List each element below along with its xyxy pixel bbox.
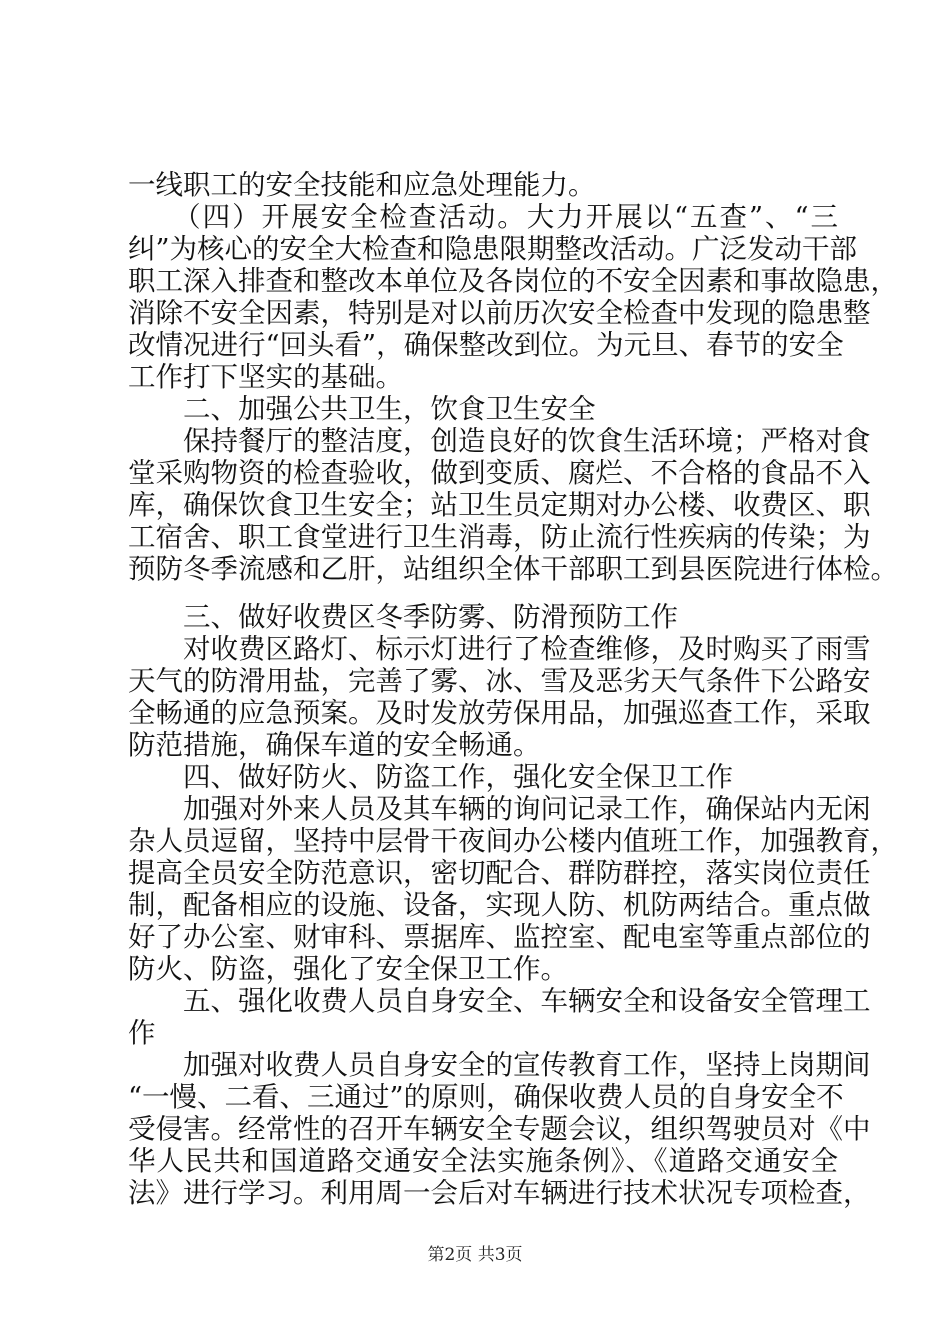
section-heading: 二、加强公共卫生，饮食卫生安全 [128, 393, 596, 425]
body-text-line: 对收费区路灯、标示灯进行了检查维修，及时购买了雨雪 [128, 633, 871, 665]
section-heading: 五、强化收费人员自身安全、车辆安全和设备安全管理工 [128, 985, 871, 1017]
page-footer: 第2页 共3页 [427, 1245, 523, 1265]
body-text-line: 天气的防滑用盐，完善了雾、冰、雪及恶劣天气条件下公路安 [128, 665, 871, 697]
body-text-line: 保持餐厅的整洁度，创造良好的饮食生活环境；严格对食 [128, 425, 871, 457]
body-text-line: 工作打下坚实的基础。 [128, 361, 403, 393]
section-heading: 四、做好防火、防盗工作，强化安全保卫工作 [128, 761, 733, 793]
body-text-line: 防火、防盗，强化了安全保卫工作。 [128, 953, 568, 985]
body-text-line: 加强对收费人员自身安全的宣传教育工作，坚持上岗期间 [128, 1049, 871, 1081]
body-text-line: 改情况进行“回头看”，确保整改到位。为元旦、春节的安全 [128, 329, 844, 361]
body-text-line: 好了办公室、财审科、票据库、监控室、配电室等重点部位的 [128, 921, 871, 953]
body-text-line: （四）开展安全检查活动。大力开展以“五查”、“三 [128, 201, 838, 233]
body-text-line: 纠”为核心的安全大检查和隐患限期整改活动。广泛发动干部 [128, 233, 858, 265]
body-text-line: 消除不安全因素，特别是对以前历次安全检查中发现的隐患整 [128, 297, 871, 329]
body-text-line: 法》进行学习。利用周一会后对车辆进行技术状况专项检查， [128, 1177, 871, 1209]
body-text-line: 杂人员逗留，坚持中层骨干夜间办公楼内值班工作，加强教育， [128, 825, 898, 857]
section-heading: 三、做好收费区冬季防雾、防滑预防工作 [128, 601, 678, 633]
body-text-line: 防范措施，确保车道的安全畅通。 [128, 729, 541, 761]
body-text-line: 职工深入排查和整改本单位及各岗位的不安全因素和事故隐患， [128, 265, 898, 297]
body-text-line: 受侵害。经常性的召开车辆安全专题会议，组织驾驶员对《中 [128, 1113, 871, 1145]
body-text-line: 全畅通的应急预案。及时发放劳保用品，加强巡查工作，采取 [128, 697, 871, 729]
body-text-line: 制，配备相应的设施、设备，实现人防、机防两结合。重点做 [128, 889, 871, 921]
body-text-line: “一慢、二看、三通过”的原则，确保收费人员的自身安全不 [128, 1081, 844, 1113]
body-text-line: 华人民共和国道路交通安全法实施条例》、《道路交通安全 [128, 1145, 838, 1177]
section-heading: 作 [128, 1017, 156, 1049]
body-text-line: 库，确保饮食卫生安全；站卫生员定期对办公楼、收费区、职 [128, 489, 871, 521]
body-text-line: 一线职工的安全技能和应急处理能力。 [128, 169, 596, 201]
body-text-line: 堂采购物资的检查验收，做到变质、腐烂、不合格的食品不入 [128, 457, 871, 489]
body-text-line: 加强对外来人员及其车辆的询问记录工作，确保站内无闲 [128, 793, 871, 825]
body-text-line: 工宿舍、职工食堂进行卫生消毒，防止流行性疾病的传染；为 [128, 521, 871, 553]
body-text-line: 预防冬季流感和乙肝，站组织全体干部职工到县医院进行体检。 [128, 553, 898, 585]
body-text-line: 提高全员安全防范意识，密切配合、群防群控，落实岗位责任 [128, 857, 871, 889]
